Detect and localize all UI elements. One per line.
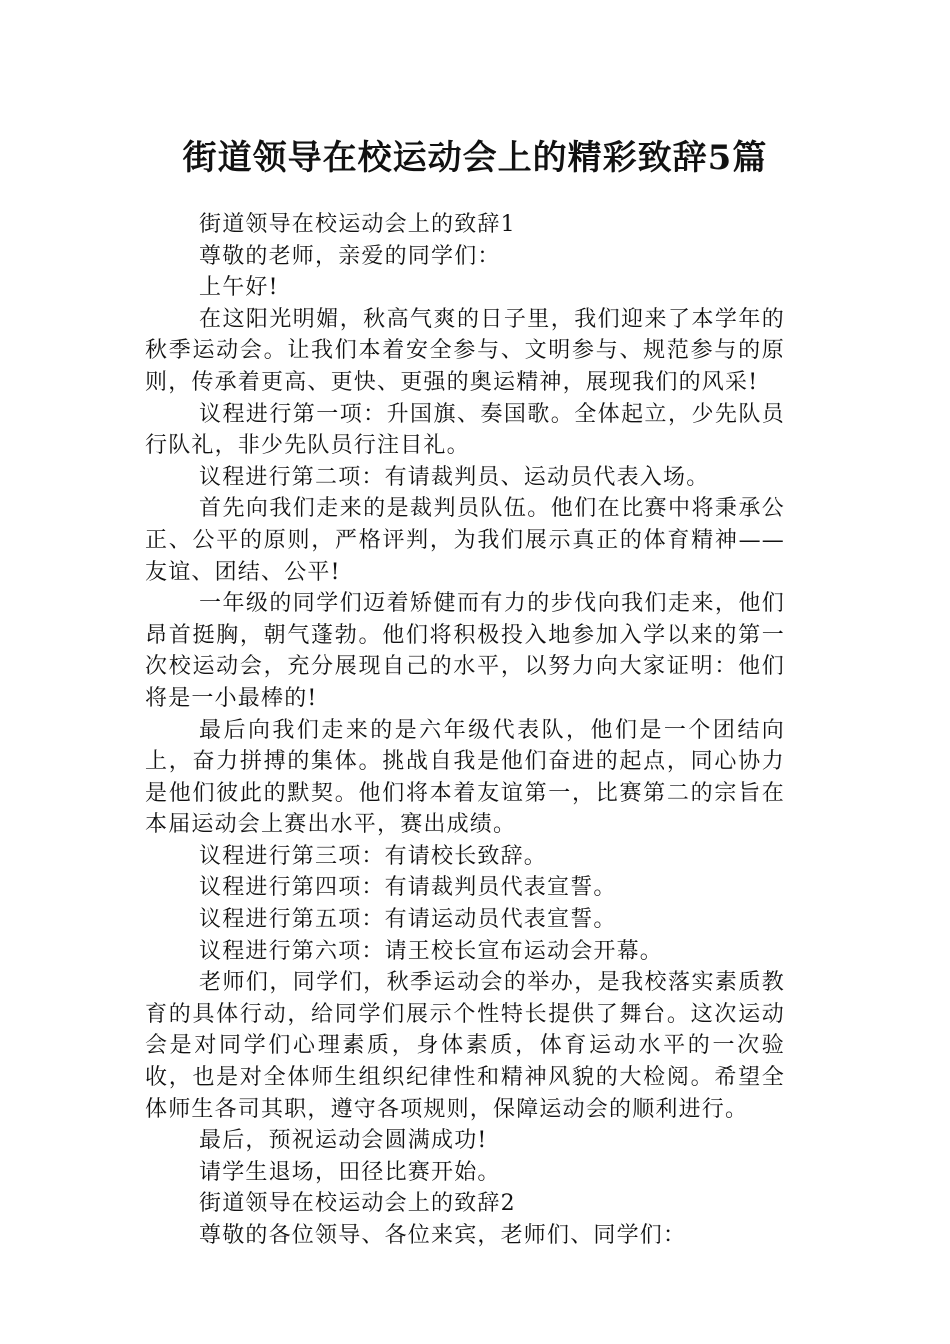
paragraph-agenda-5: 议程进行第五项：有请运动员代表宣誓。 (199, 907, 617, 933)
paragraph-agenda-4: 议程进行第四项：有请裁判员代表宣誓。 (199, 875, 617, 901)
paragraph-grade-six: 最后向我们走来的是六年级代表队，他们是一个团结向上，奋力拼搏的集体。挑战自我是他们奋进的起点，同心协力是他们彼此的默契。他们将本着友谊第一，比赛第二的宗旨在本届运动会上赛出水平，赛出成绩。 (145, 717, 785, 838)
document-title: 街道领导在校运动会上的精彩致辞5篇 (182, 138, 768, 178)
paragraph-agenda-2: 议程进行第二项：有请裁判员、运动员代表入场。 (199, 464, 710, 490)
paragraph-referees: 首先向我们走来的是裁判员队伍。他们在比赛中将秉承公正、公平的原则，严格评判，为我们展示真正的体育精神——友谊、团结、公平! (145, 496, 785, 585)
paragraph-greeting: 上午好! (199, 275, 279, 301)
paragraph-wish: 最后，预祝运动会圆满成功! (199, 1128, 488, 1154)
paragraph-grade-one: 一年级的同学们迈着矫健而有力的步伐向我们走来，他们昂首挺胸，朝气蓬勃。他们将积极投入地参加入学以来的第一次校运动会，充分展现自己的水平，以努力向大家证明：他们将是一小最棒的! (145, 591, 785, 711)
paragraph-salutation: 尊敬的老师，亲爱的同学们： (199, 243, 501, 269)
paragraph-heading-2: 街道领导在校运动会上的致辞2 (199, 1191, 516, 1217)
paragraph-salutation-2: 尊敬的各位领导、各位来宾，老师们、同学们： (199, 1223, 687, 1248)
document-body (145, 209, 785, 1252)
paragraph-opening: 在这阳光明媚，秋高气爽的日子里，我们迎来了本学年的秋季运动会。让我们本着安全参与、文明参与、规范参与的原则，传承着更高、更快、更强的奥运精神，展现我们的风采! (145, 306, 785, 395)
paragraph-agenda-3: 议程进行第三项：有请校长致辞。 (199, 843, 548, 869)
paragraph-closing-speech: 老师们，同学们，秋季运动会的举办，是我校落实素质教育的具体行动，给同学们展示个性特长提供了舞台。这次运动会是对同学们心理素质，身体素质，体育运动水平的一次验收，也是对全体师生组织纪律性和精神风貌的大检阅。希望全体师生各司其职，遵守各项规则，保障运动会的顺利进行。 (145, 970, 785, 1122)
paragraph-heading-1: 街道领导在校运动会上的致辞1 (199, 212, 516, 237)
paragraph-agenda-6: 议程进行第六项：请王校长宣布运动会开幕。 (199, 938, 664, 964)
paragraph-dismissal: 请学生退场，田径比赛开始。 (199, 1159, 501, 1185)
paragraph-agenda-1: 议程进行第一项：升国旗、奏国歌。全体起立，少先队员行队礼，非少先队员行注目礼。 (145, 401, 785, 459)
